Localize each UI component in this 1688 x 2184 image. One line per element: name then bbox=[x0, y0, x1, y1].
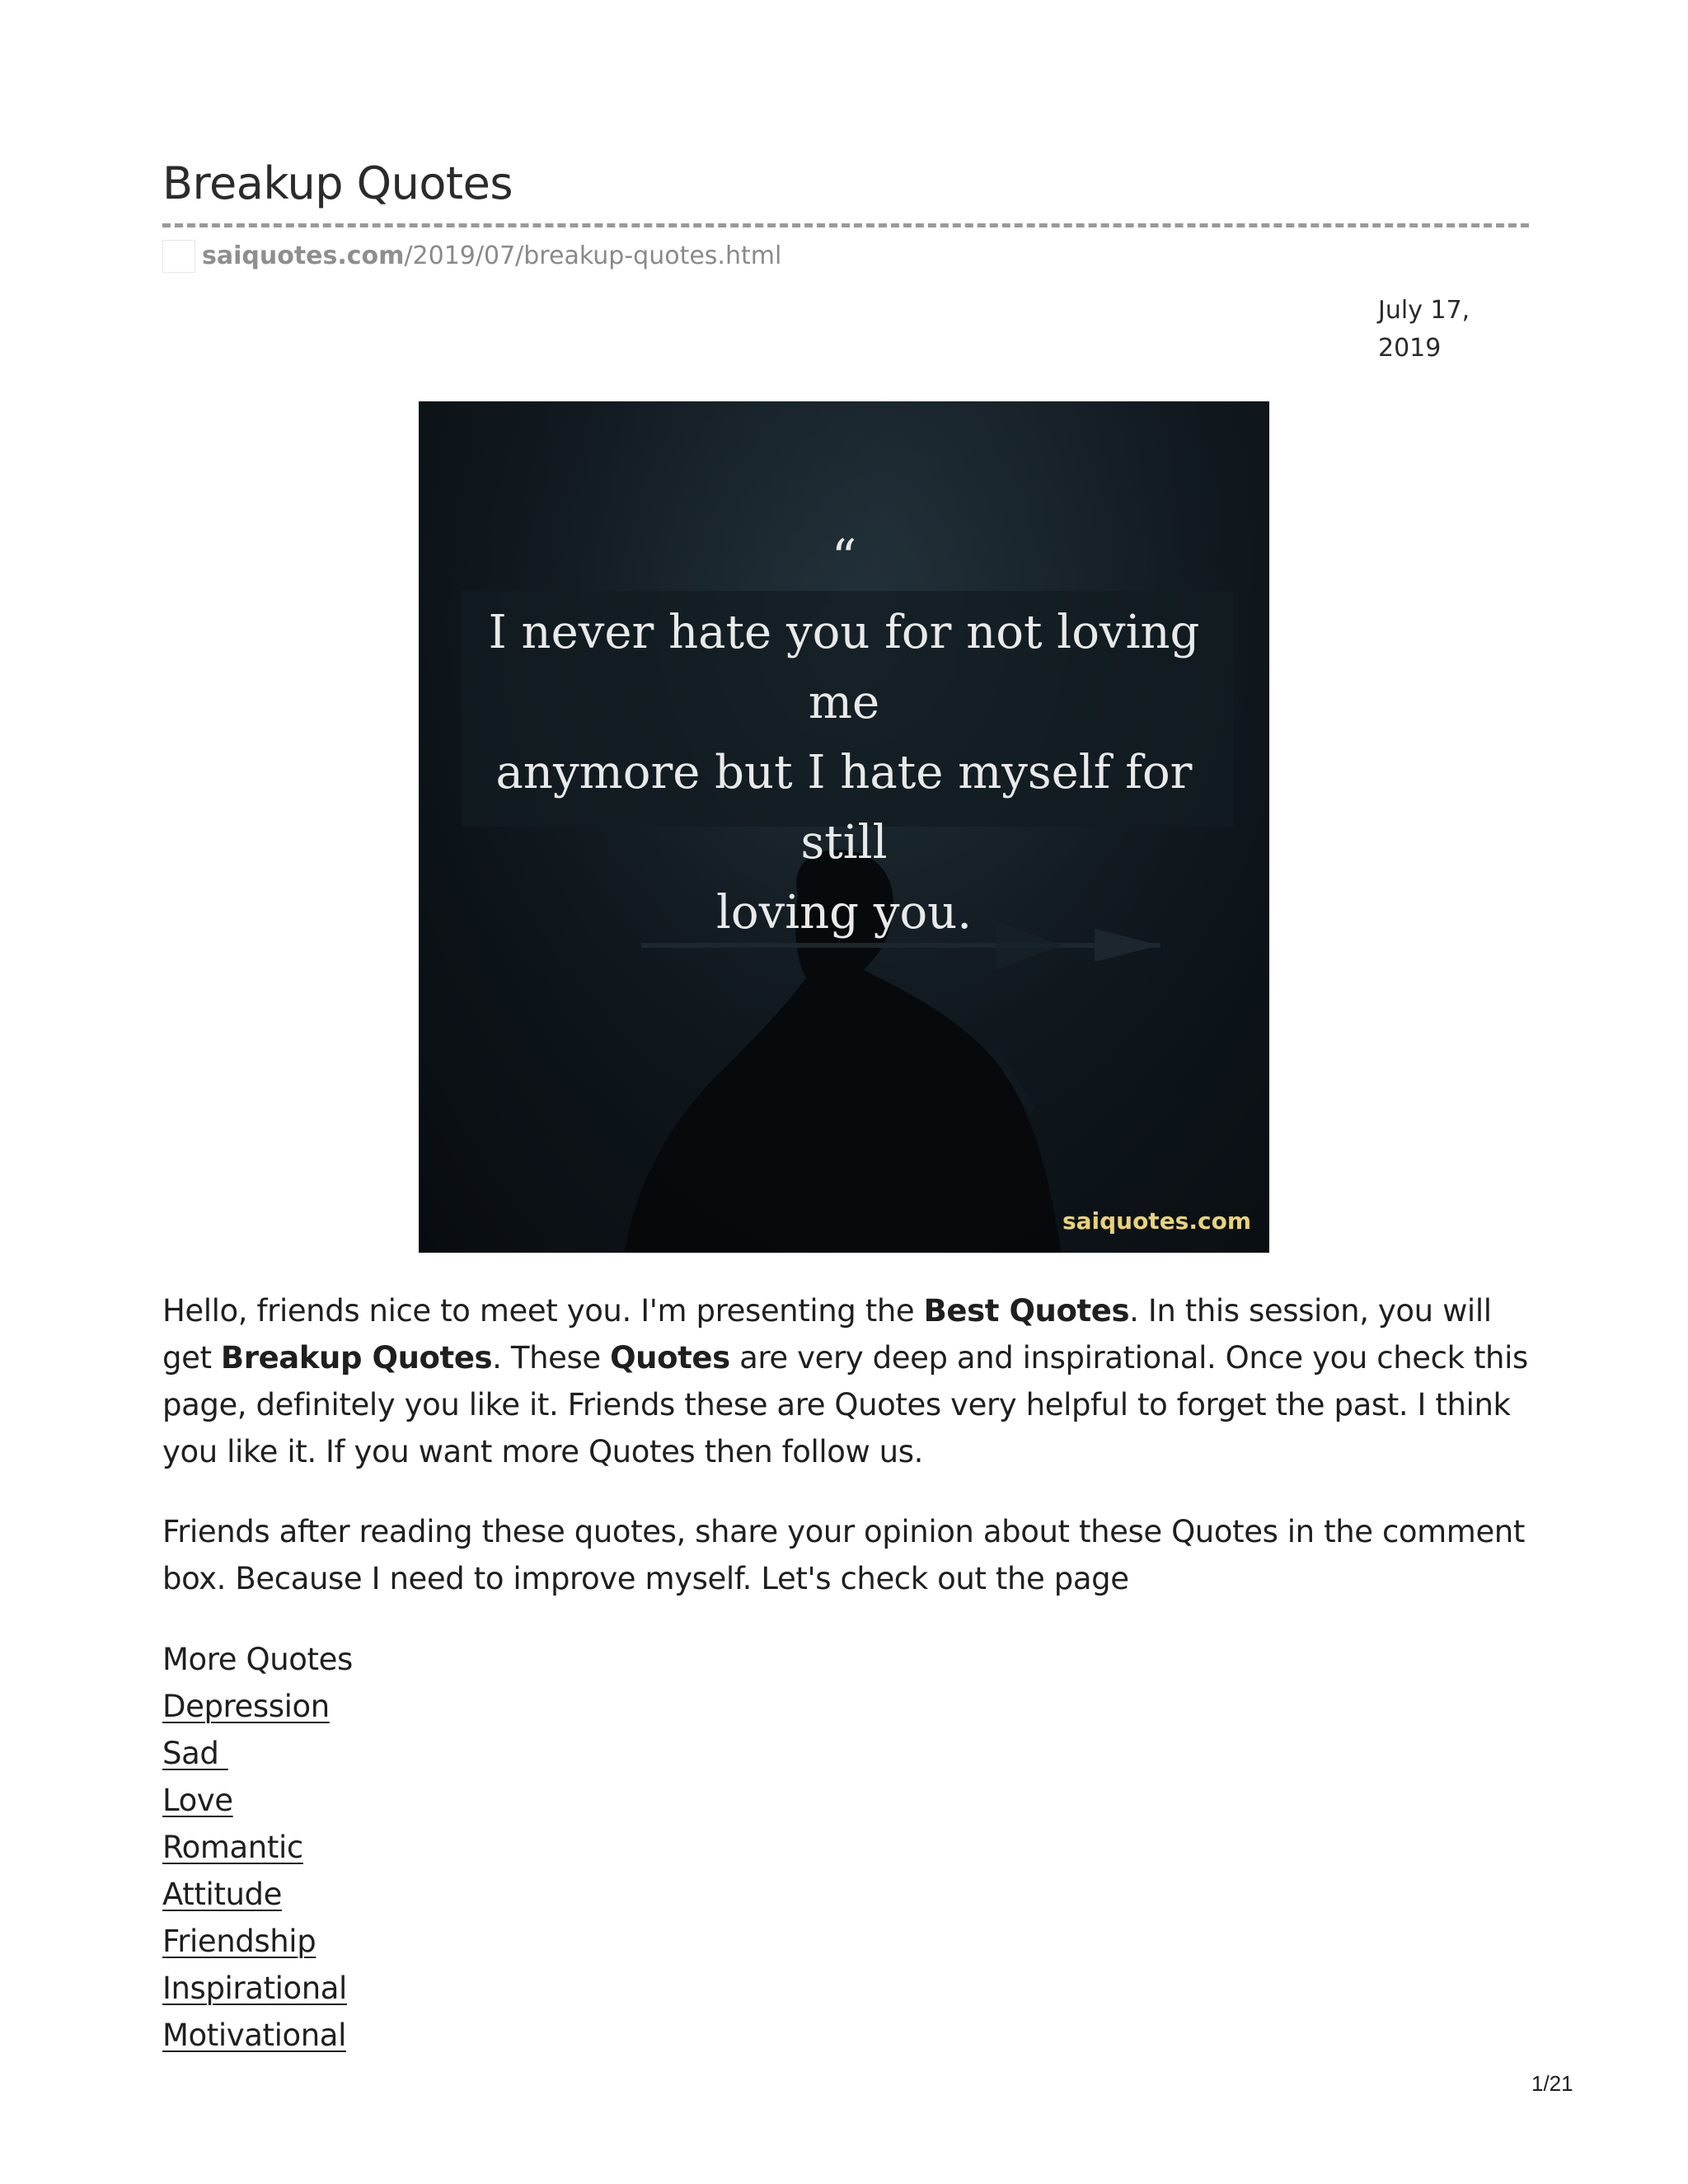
list-item bbox=[162, 1824, 347, 1871]
list-item bbox=[162, 1965, 347, 2012]
image-watermark: saiquotes.com bbox=[1062, 1207, 1251, 1235]
site-favicon-icon bbox=[162, 240, 195, 273]
post-date-line-1: July 17, bbox=[1378, 296, 1470, 325]
source-path: /2019/07/breakup-quotes.html bbox=[404, 241, 782, 270]
intro-bold-quotes: Quotes bbox=[610, 1340, 730, 1376]
list-item bbox=[162, 1730, 347, 1777]
intro-text-3: . These bbox=[492, 1340, 611, 1376]
intro-bold-best-quotes: Best Quotes bbox=[923, 1293, 1130, 1329]
quote-line-3: loving you. bbox=[715, 886, 973, 940]
list-item bbox=[162, 1777, 347, 1824]
quote-mark: “ bbox=[831, 529, 857, 587]
list-item bbox=[162, 2012, 347, 2059]
link-romantic[interactable]: Romantic bbox=[162, 1830, 303, 1865]
intro-text-4: are very deep and inspirational. Once you check this page, definitely you like it. Friends these are Quotes very helpful to forget the past. I think you like it. If you want more Quotes then follow us. bbox=[162, 1340, 1528, 1469]
intro-text-1: Hello, friends nice to meet you. I'm presenting the bbox=[162, 1293, 924, 1329]
link-friendship[interactable]: Friendship bbox=[162, 1924, 316, 1959]
more-quotes-heading: More Quotes bbox=[162, 1642, 353, 1677]
quote-line-2: anymore but I hate myself for still bbox=[495, 746, 1193, 869]
link-motivational[interactable]: Motivational bbox=[162, 2018, 346, 2053]
link-inspirational[interactable]: Inspirational bbox=[162, 1971, 347, 2006]
comment-paragraph: Friends after reading these quotes, share your opinion about these Quotes in the comment box. Because I need to improve myself. Let's check out the page bbox=[162, 1514, 1525, 1596]
list-item bbox=[162, 1683, 347, 1730]
intro-text-2: . In this session, you will get bbox=[162, 1293, 1492, 1376]
more-quotes-list bbox=[162, 1683, 347, 2059]
post-date bbox=[1378, 292, 1502, 368]
list-item bbox=[162, 1918, 347, 1965]
source-url[interactable] bbox=[202, 240, 781, 273]
source-domain: saiquotes.com bbox=[202, 241, 405, 270]
quote-line-1: I never hate you for not loving me bbox=[488, 606, 1200, 729]
link-attitude[interactable]: Attitude bbox=[162, 1877, 282, 1912]
page-number: 1/21 bbox=[1531, 2071, 1573, 2096]
intro-bold-breakup-quotes: Breakup Quotes bbox=[220, 1340, 493, 1376]
page-title: Breakup Quotes bbox=[162, 157, 513, 209]
link-sad[interactable]: Sad bbox=[162, 1736, 228, 1771]
title-divider bbox=[162, 223, 1529, 227]
post-date-line-2: 2019 bbox=[1378, 334, 1442, 363]
source-link[interactable] bbox=[162, 239, 781, 274]
link-depression[interactable]: Depression bbox=[162, 1689, 330, 1724]
hero-quote-image bbox=[419, 401, 1269, 1253]
intro-paragraph bbox=[162, 1287, 1531, 1475]
list-item bbox=[162, 1871, 347, 1918]
link-love[interactable]: Love bbox=[162, 1783, 233, 1818]
quote-text bbox=[452, 598, 1236, 948]
